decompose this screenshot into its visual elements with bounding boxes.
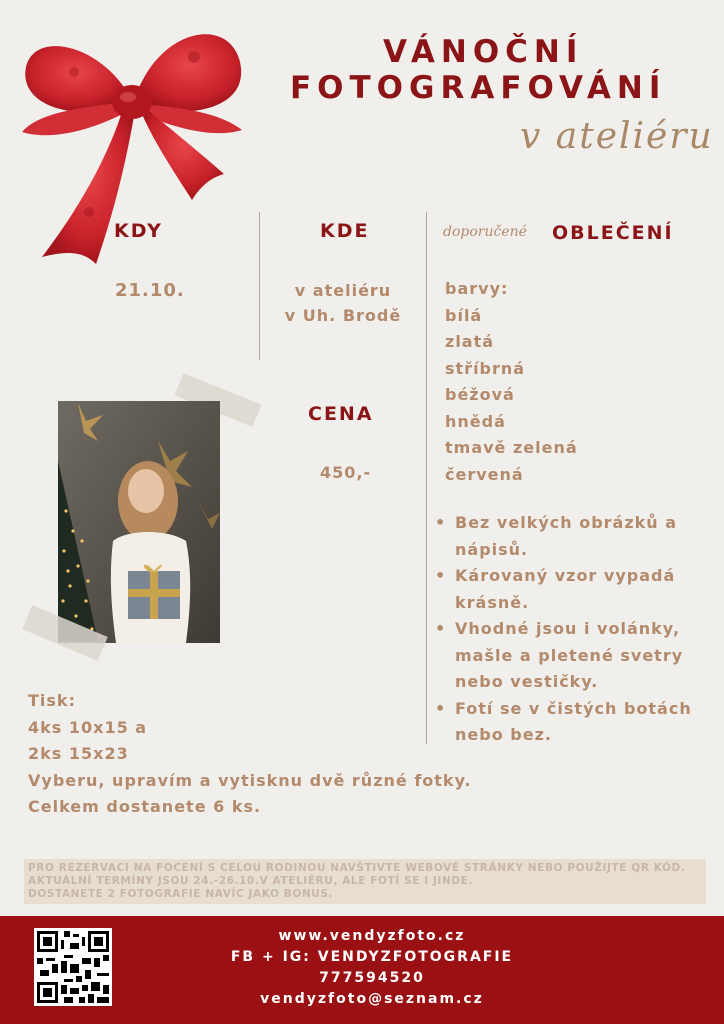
where-line-1: v ateliéru <box>294 281 392 300</box>
reservation-notice <box>24 859 706 904</box>
notice-line: AKTUÁLNÍ TERMÍNY JSOU 24.-26.10.V ATELIÉRU, ALE FOTÍ SE I JINDE. <box>28 875 474 887</box>
notice-line: PRO REZERVACI NA FOCENÍ S CELOU RODINOU NAVŠTIVTE WEBOVÉ STRÁNKY NEBO POUŽIJTE QR KÓD. <box>28 862 686 874</box>
when-heading: KDY <box>114 220 163 242</box>
print-line: Celkem dostanete 6 ks. <box>28 797 262 816</box>
print-info <box>28 688 472 821</box>
print-line: 4ks 10x15 a <box>28 717 148 737</box>
print-line: 2ks 15x23 <box>28 744 129 763</box>
list-item: béžová <box>445 385 515 404</box>
list-item: barvy: <box>445 279 509 298</box>
clothing-prefix: doporučené <box>443 224 527 240</box>
social-handle[interactable]: FB + IG: VENDYZFOTOGRAFIE <box>230 949 514 965</box>
list-item: • Vhodné jsou i volánky, mašle a pletené svetry nebo vestičky. <box>435 616 715 696</box>
list-item: tmavě zelená <box>445 438 578 457</box>
list-item: hnědá <box>445 411 506 431</box>
title-line-1: VÁNOČNÍ <box>383 34 584 70</box>
clothing-tips <box>435 510 715 749</box>
where-line-2: v Uh. Brodě <box>284 306 402 325</box>
christmas-photo <box>58 401 220 643</box>
website-link[interactable]: www.vendyzfoto.cz <box>278 928 466 944</box>
qr-code-icon[interactable] <box>34 928 112 1006</box>
subtitle-script: v ateliéru <box>520 116 714 157</box>
list-item: červená <box>445 464 524 484</box>
list-item: stříbrná <box>445 358 526 378</box>
print-line: Tisk: <box>28 691 76 710</box>
phone-number[interactable]: 777594520 <box>319 970 425 986</box>
price-value: 450,- <box>320 463 372 482</box>
clothing-heading: OBLEČENÍ <box>552 222 674 244</box>
list-item: • Bez velkých obrázků a nápisů. <box>435 510 715 563</box>
email-link[interactable]: vendyzfoto@seznam.cz <box>260 991 484 1007</box>
notice-line: DOSTANETE 2 FOTOGRAFIE NAVÍC JAKO BONUS. <box>28 888 334 900</box>
title-line-2: FOTOGRAFOVÁNÍ <box>290 70 667 106</box>
print-line: Vyberu, upravím a vytisknu dvě různé fotky. <box>28 770 472 790</box>
where-heading: KDE <box>320 220 370 242</box>
divider-right <box>426 212 427 744</box>
list-item: • Károvaný vzor vypadá krásně. <box>435 563 715 616</box>
list-item: zlatá <box>445 332 495 351</box>
when-value: 21.10. <box>115 280 185 301</box>
price-heading: CENA <box>308 403 374 425</box>
color-list <box>445 276 578 488</box>
list-item: • Fotí se v čistých botách nebo bez. <box>435 696 715 749</box>
list-item: bílá <box>445 305 483 325</box>
